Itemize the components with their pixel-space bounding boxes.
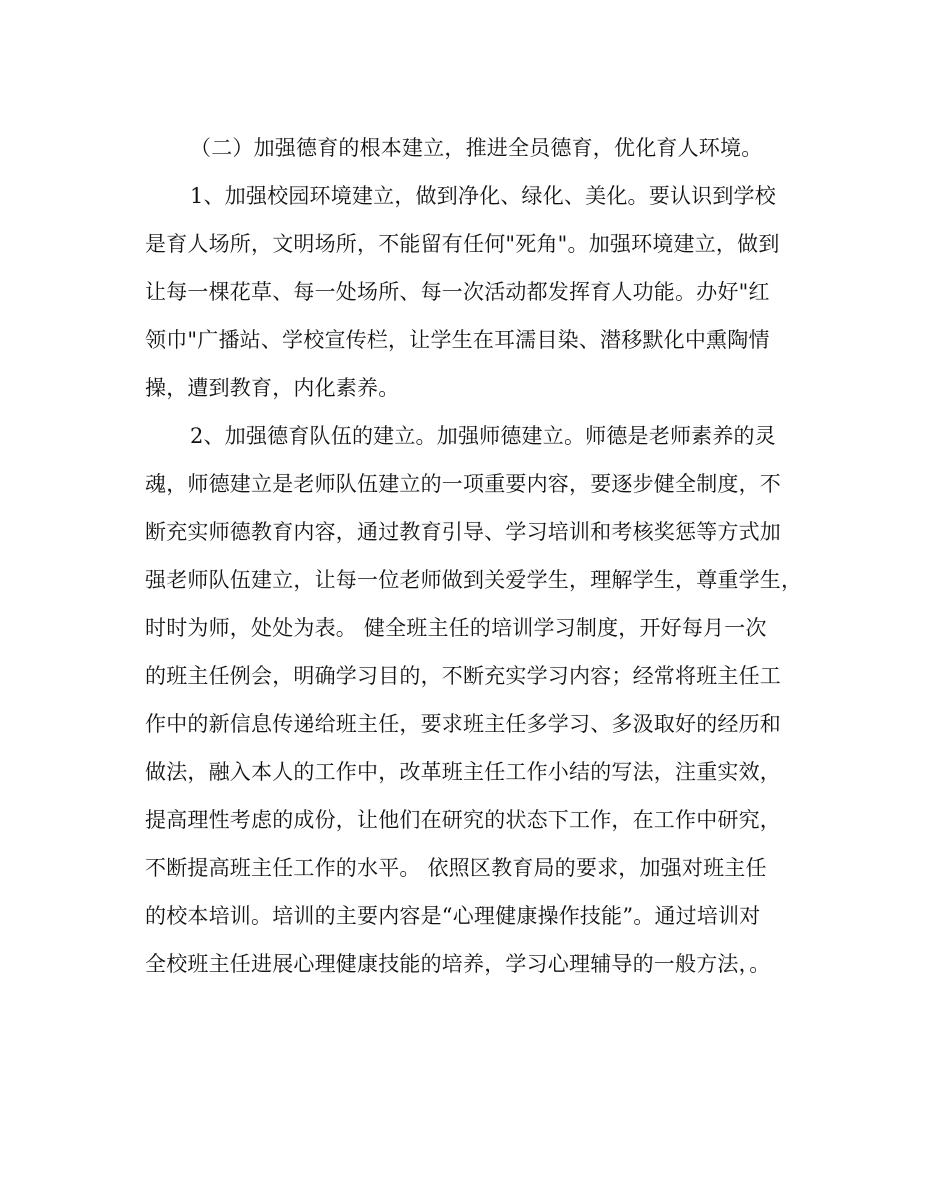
paragraph-2-line-8: 做法，融入本人的工作中，改革班主任工作小结的写法，注重实效，	[145, 760, 781, 784]
paragraph-1-line-4: 领巾"广播站、学校宣传栏，让学生在耳濡目染、潜移默化中熏陶情	[145, 328, 770, 352]
paragraph-1-line-3: 让每一棵花草、每一处场所、每一次活动都发挥育人功能。办好"红	[145, 280, 770, 304]
paragraph-2-line-4: 强老师队伍建立，让每一位老师做到关爱学生，理解学生，尊重学生，	[145, 568, 803, 592]
paragraph-2-line-6: 的班主任例会，明确学习目的，不断充实学习内容；经常将班主任工	[145, 664, 781, 688]
paragraph-2-line-11: 的校本培训。培训的主要内容是“心理健康操作技能”。通过培训对	[145, 904, 761, 928]
paragraph-2-line-10: 不断提高班主任工作的水平。 依照区教育局的要求，加强对班主任	[145, 856, 767, 880]
paragraph-2-line-7: 作中的新信息传递给班主任，要求班主任多学习、多汲取好的经历和	[145, 712, 781, 736]
paragraph-1-line-5: 操，遭到教育，内化素养。	[145, 376, 400, 400]
paragraph-2-line-1: 2、加强德育队伍的建立。加强师德建立。师德是老师素养的灵	[190, 424, 776, 448]
paragraph-1-line-2: 是育人场所，文明场所，不能留有任何"死角"。加强环境建立，做到	[145, 232, 780, 256]
paragraph-2-line-12: 全校班主任进展心理健康技能的培养，学习心理辅导的一般方法，。	[145, 952, 771, 976]
paragraph-2-line-3: 断充实师德教育内容，通过教育引导、学习培训和考核奖惩等方式加	[145, 520, 781, 544]
paragraph-2-line-5: 时时为师，处处为表。 健全班主任的培训学习制度，开好每月一次	[145, 616, 767, 640]
section-heading: （二）加强德育的根本建立，推进全员德育，优化育人环境。	[190, 136, 763, 160]
paragraph-1-line-1: 1、加强校园环境建立，做到净化、绿化、美化。要认识到学校	[190, 184, 776, 208]
paragraph-2-line-2: 魂，师德建立是老师队伍建立的一项重要内容，要逐步健全制度，不	[145, 472, 781, 496]
paragraph-2-line-9: 提高理性考虑的成份，让他们在研究的状态下工作，在工作中研究，	[145, 808, 781, 832]
